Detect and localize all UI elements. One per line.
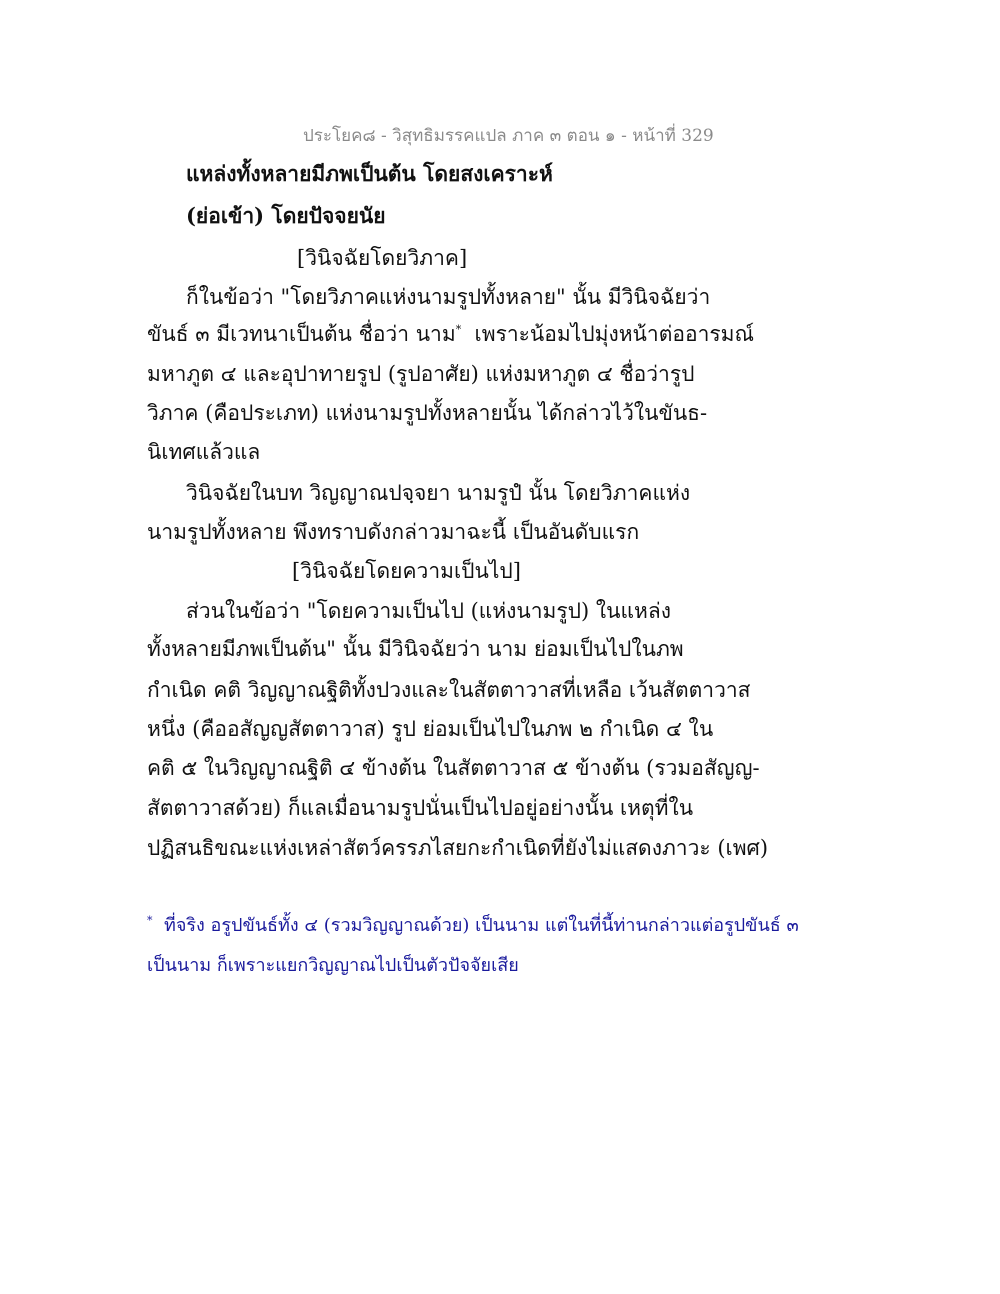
body-line: ปฏิสนธิขณะแห่งเหล่าสัตว์ครรภไสยกะกำเนิดที่ยังไม่แสดงภาวะ (เพศ) — [147, 836, 769, 860]
page-header: ประโยค๘ - วิสุทธิมรรคแปล ภาค ๓ ตอน ๑ - หน้าที่ 329 — [303, 126, 714, 146]
body-line: ก็ในข้อว่า "โดยวิภาคแห่งนามรูปทั้งหลาย" นั้น มีวินิจฉัยว่า — [186, 285, 711, 309]
footnote-mark: * — [147, 914, 153, 927]
body-line: วิภาค (คือประเภท) แห่งนามรูปทั้งหลายนั้น ได้กล่าวไว้ในขันธ- — [147, 401, 708, 425]
body-line: ส่วนในข้อว่า "โดยความเป็นไป (แห่งนามรูป) ในแหล่ง — [186, 599, 671, 623]
body-line: ทั้งหลายมีภพเป็นต้น" นั้น มีวินิจฉัยว่า นาม ย่อมเป็นไปในภพ — [147, 637, 684, 661]
body-line: วินิจฉัยในบท วิญญาณปจฺจยา นามรูปํ นั้น โดยวิภาคแห่ง — [186, 481, 691, 505]
body-line: คติ ๕ ในวิญญาณฐิติ ๔ ข้างต้น ในสัตตาวาส ๕ ข้างต้น (รวมอสัญญ- — [147, 756, 760, 780]
section-heading: [วินิจฉัยโดยความเป็นไป] — [292, 559, 521, 583]
body-line: แหล่งทั้งหลายมีภพเป็นต้น โดยสงเคราะห์ — [186, 161, 553, 186]
body-line — [147, 319, 754, 349]
body-line: สัตตาวาสด้วย) ก็แลเมื่อนามรูปนั่นเป็นไปอยู่อย่างนั้น เหตุที่ใน — [147, 796, 694, 820]
body-line: หนึ่ง (คืออสัญญสัตตาวาส) รูป ย่อมเป็นไปในภพ ๒ กำเนิด ๔ ใน — [147, 717, 714, 741]
body-line: นิเทศแล้วแล — [147, 440, 261, 464]
footnote-ref: * — [455, 323, 462, 336]
body-line: กำเนิด คติ วิญญาณฐิติทั้งปวงและในสัตตาวาสที่เหลือ เว้นสัตตาวาส — [147, 678, 751, 702]
body-text: ขันธ์ ๓ มีเวทนาเป็นต้น ชื่อว่า นาม — [147, 322, 456, 346]
footnote-text: ที่จริง อรูปขันธ์ทั้ง ๔ (รวมวิญญาณด้วย) เป็นนาม แต่ในที่นี้ท่านกล่าวแต่อรูปขันธ์ ๓ — [163, 915, 799, 936]
body-line: (ย่อเข้า) โดยปัจจยนัย — [186, 203, 386, 228]
body-line: มหาภูต ๔ และอุปาทายรูป (รูปอาศัย) แห่งมหาภูต ๔ ชื่อว่ารูป — [147, 362, 695, 386]
section-heading: [วินิจฉัยโดยวิภาค] — [297, 246, 468, 270]
body-text: เพราะน้อมไปมุ่งหน้าต่ออารมณ์ — [474, 322, 754, 346]
footnote-line — [147, 911, 799, 941]
footnote-line: เป็นนาม ก็เพราะแยกวิญญาณไปเป็นตัวปัจจัยเสีย — [147, 955, 519, 976]
body-line: นามรูปทั้งหลาย พึงทราบดังกล่าวมาฉะนี้ เป็นอันดับแรก — [147, 520, 640, 544]
